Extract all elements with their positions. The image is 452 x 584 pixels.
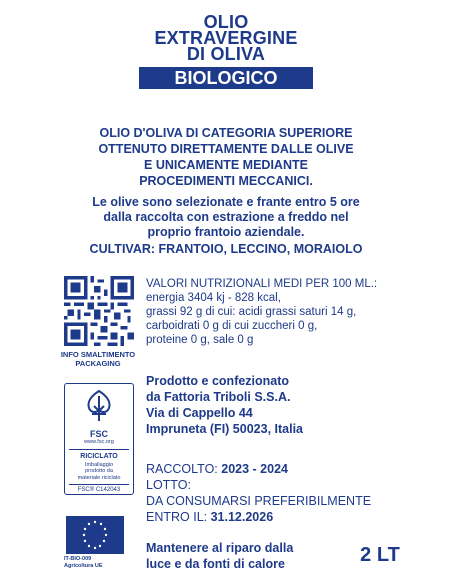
description-line1: OLIO D'OLIVA DI CATEGORIA SUPERIORE bbox=[99, 126, 353, 140]
qr-caption-line1: INFO SMALTIMENTO bbox=[60, 350, 136, 359]
product-title-line2: EXTRAVERGINE bbox=[154, 28, 298, 48]
best-before-row bbox=[146, 509, 446, 525]
description-line3: E UNICAMENTE MEDIANTE bbox=[144, 158, 308, 172]
qr-code-icon[interactable] bbox=[64, 276, 134, 346]
eu-code-line1: IT-BIO-009 bbox=[64, 556, 92, 562]
best-before-value: 31.12.2026 bbox=[210, 510, 274, 524]
fsc-site: www.fsc.org bbox=[84, 439, 114, 445]
fsc-code: FSC® C142043 bbox=[77, 487, 121, 493]
nutrition-line: carboidrati 0 g di cui zuccheri 0 g, bbox=[146, 320, 318, 332]
cultivar-text: CULTIVAR: FRANTOIO, LECCINO, MORAIOLO bbox=[89, 242, 363, 256]
best-before-label: ENTRO IL: bbox=[146, 510, 211, 524]
product-title-line3: DI OLIVA bbox=[186, 44, 266, 64]
description-detail1: Le olive sono selezionate e frante entro 5 ore bbox=[92, 195, 360, 209]
fsc-logo bbox=[64, 383, 134, 495]
description-line4: PROCEDIMENTI MECCANICI. bbox=[139, 174, 313, 188]
fsc-recycled: RICICLATO bbox=[80, 452, 118, 460]
lot-info bbox=[146, 461, 446, 525]
nutrition-line: energia 3404 kj - 828 kcal, bbox=[146, 292, 281, 304]
eu-organic-leaf-icon bbox=[66, 516, 124, 554]
producer-line: da Fattoria Triboli S.S.A. bbox=[146, 390, 291, 404]
harvest-value: 2023 - 2024 bbox=[221, 462, 288, 476]
organic-badge: BIOLOGICO bbox=[139, 67, 313, 89]
qr-caption-line2: PACKAGING bbox=[75, 359, 121, 368]
producer-line: Impruneta (FI) 50023, Italia bbox=[146, 422, 303, 436]
nutrition-facts bbox=[146, 277, 442, 347]
producer-info bbox=[146, 373, 446, 437]
harvest-label: RACCOLTO: bbox=[146, 462, 222, 476]
fsc-name: FSC bbox=[90, 429, 108, 439]
description-line2: OTTENUTO DIRETTAMENTE DALLE OLIVE bbox=[98, 142, 354, 156]
producer-line: Via di Cappello 44 bbox=[146, 406, 253, 420]
qr-caption bbox=[42, 350, 154, 368]
fsc-tree-icon bbox=[81, 388, 117, 424]
nutrition-header: VALORI NUTRIZIONALI MEDI PER 100 ML.: bbox=[146, 278, 378, 290]
description-detail2: dalla raccolta con estrazione a freddo nel bbox=[103, 210, 349, 224]
eu-organic-code bbox=[64, 556, 134, 569]
product-title-line1: OLIO bbox=[203, 12, 249, 32]
producer-line: Prodotto e confezionato bbox=[146, 374, 290, 388]
description-detail3: proprio frantoio aziendale. bbox=[147, 225, 305, 239]
eu-code-line2: Agricoltura UE bbox=[64, 562, 103, 569]
fsc-note1: Imballaggio bbox=[84, 461, 114, 468]
fsc-note3: materiale riciclato bbox=[77, 474, 121, 481]
harvest-row bbox=[146, 461, 446, 477]
storage-line: Mantenere al riparo dalla bbox=[146, 541, 294, 555]
lot-label: LOTTO: bbox=[146, 478, 191, 492]
storage-instructions bbox=[146, 540, 326, 572]
quantity-label: 2 LT bbox=[360, 544, 400, 566]
storage-line: luce e da fonti di calore bbox=[146, 557, 285, 571]
fsc-note2: prodotto da bbox=[85, 468, 113, 474]
nutrition-line: proteine 0 g, sale 0 g bbox=[146, 334, 254, 346]
best-before-line: DA CONSUMARSI PREFERIBILMENTE bbox=[146, 494, 372, 508]
nutrition-line: grassi 92 g di cui: acidi grassi saturi 14 g, bbox=[146, 306, 357, 318]
